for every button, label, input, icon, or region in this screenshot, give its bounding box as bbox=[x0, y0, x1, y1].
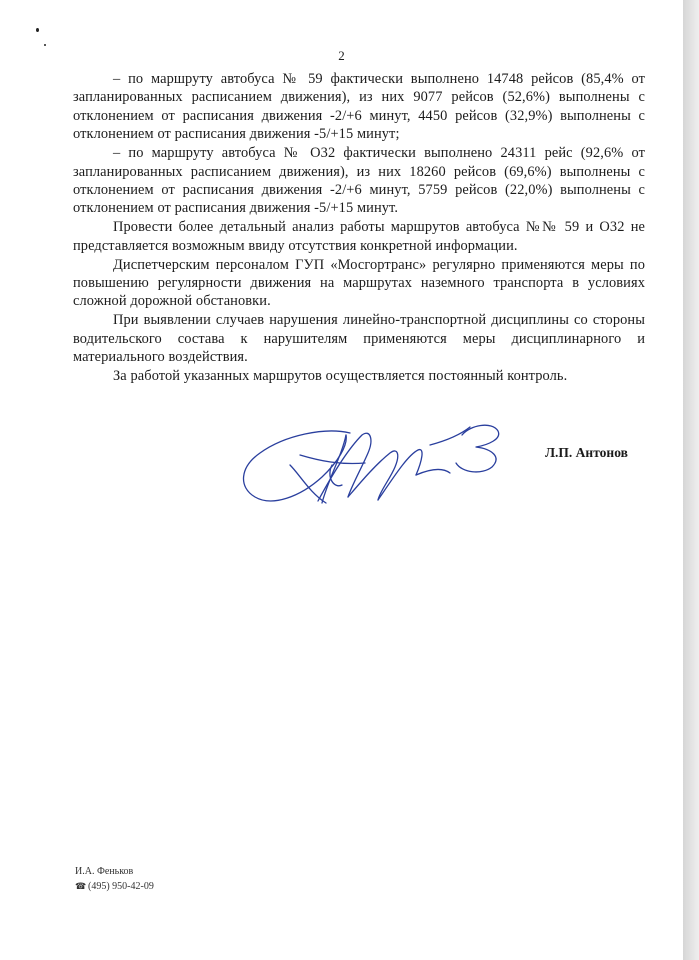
paragraph-route-o32: – по маршруту автобуса № О32 фактически выполнено 24311 рейс (92,6% от запланированных расписанием движения), из них 18260 рейсов (69,6%) выполнены с отклонением от расписания движения -2/+6 минут, 5759 рейсов (22,0%) выполнены с отклонением от расписания движения -5/+15 минут. bbox=[73, 145, 645, 217]
paragraph-discipline: При выявлении случаев нарушения линейно-транспортной дисциплины со стороны водительского состава к нарушителям применяются меры дисциплинарного и материального воздействия. bbox=[73, 312, 645, 366]
paragraph-control: За работой указанных маршрутов осуществляется постоянный контроль. bbox=[113, 368, 568, 384]
page-number: 2 bbox=[338, 48, 345, 63]
letter-body bbox=[73, 70, 645, 386]
telephone-icon: ☎ bbox=[75, 881, 87, 891]
signer-name: Л.П. Антонов bbox=[545, 445, 628, 460]
handwritten-signature bbox=[230, 405, 530, 515]
paragraph-dispatch: Диспетчерским персоналом ГУП «Мосгортранс» регулярно применяются меры по повышению регулярности движения на маршрутах наземного транспорта в условиях сложной дорожной обстановки. bbox=[73, 256, 645, 310]
executor-footer bbox=[75, 865, 154, 894]
paragraph-route-59: – по маршруту автобуса № 59 фактически выполнено 14748 рейсов (85,4% от запланированных расписанием движения), из них 9077 рейсов (52,6%) выполнены с отклонением от расписания движения -2/+6 минут, 4450 рейсов (32,9%) выполнены с отклонением от расписания движения -5/+15 минут; bbox=[73, 71, 645, 143]
executor-name: И.А. Феньков bbox=[75, 866, 134, 877]
executor-phone: (495) 950-42-09 bbox=[88, 881, 154, 892]
scan-speck bbox=[44, 44, 46, 46]
executor-phone-line bbox=[75, 879, 154, 894]
scan-page-edge bbox=[683, 0, 699, 960]
paragraph-analysis: Провести более детальный анализ работы маршрутов автобуса №№ 59 и О32 не представляется возможным ввиду отсутствия конкретной информации. bbox=[73, 219, 645, 254]
scan-speck bbox=[36, 28, 39, 32]
